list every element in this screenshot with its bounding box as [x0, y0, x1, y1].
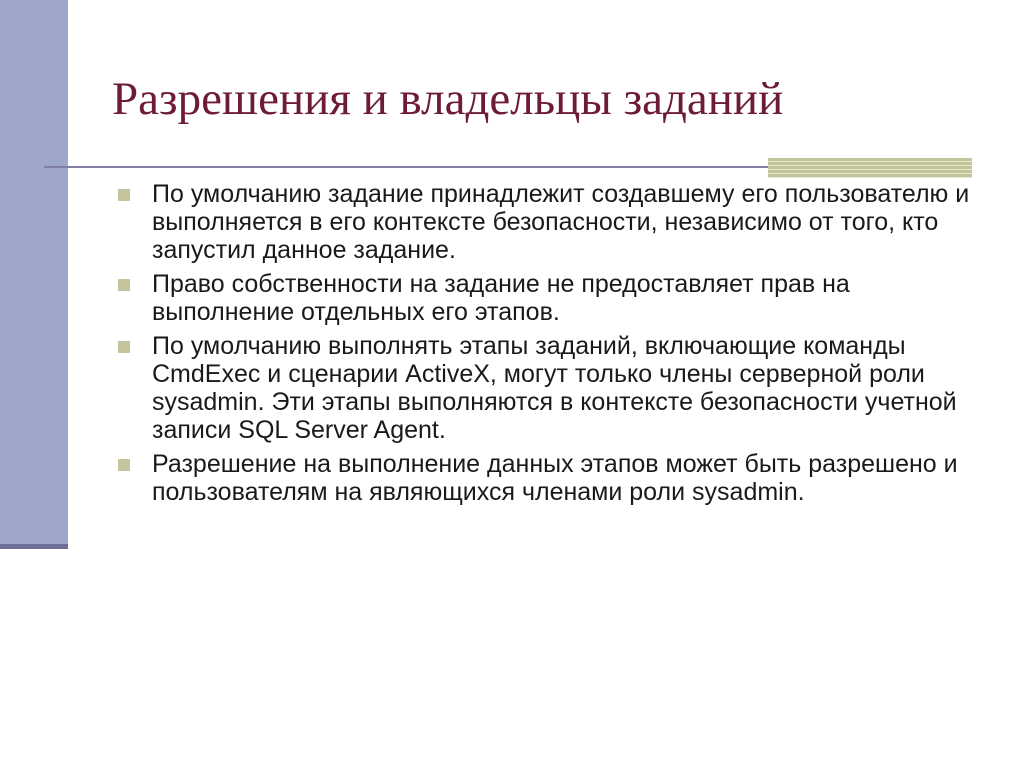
bullet-list: [118, 180, 970, 512]
bullet-item: [118, 270, 970, 326]
title-divider-line: [44, 166, 774, 168]
left-accent-bar-shadow: [0, 544, 68, 549]
bullet-item: [118, 450, 970, 506]
square-bullet-icon: [118, 341, 130, 353]
bullet-text: По умолчанию задание принадлежит создавшему его пользователю и выполняется в его контексте безопасности, независимо от того, кто запустил данное задание.: [152, 180, 970, 264]
bullet-text: Право собственности на задание не предоставляет прав на выполнение отдельных его этапов.: [152, 270, 850, 326]
square-bullet-icon: [118, 279, 130, 291]
bullet-item: [118, 180, 970, 264]
title-divider-accent: [768, 158, 972, 178]
square-bullet-icon: [118, 189, 130, 201]
bullet-text: По умолчанию выполнять этапы заданий, включающие команды CmdExec и сценарии ActiveX, могут только члены серверной роли sysadmin. Эти этапы выполняются в контексте безопасности учетной записи SQL Server Agent.: [152, 332, 957, 444]
left-accent-bar: [0, 0, 68, 546]
square-bullet-icon: [118, 459, 130, 471]
bullet-item: [118, 332, 970, 444]
bullet-text: Разрешение на выполнение данных этапов может быть разрешено и пользователям на являющихся членами роли sysadmin.: [152, 450, 958, 506]
slide-title: Разрешения и владельцы заданий: [112, 73, 784, 125]
